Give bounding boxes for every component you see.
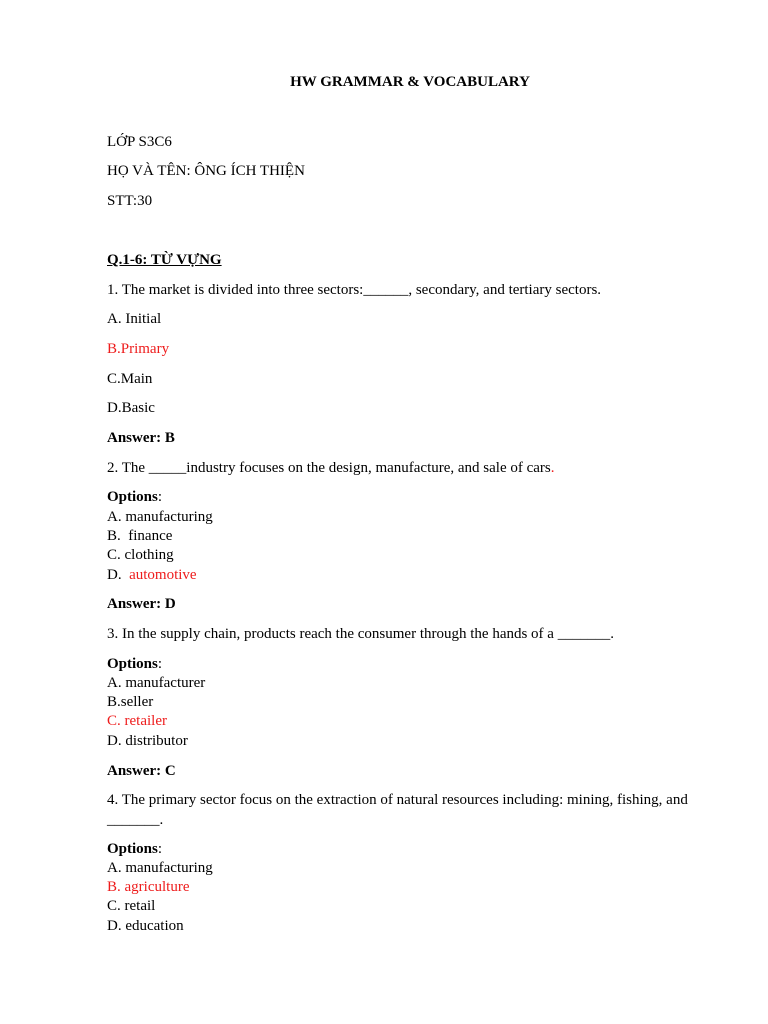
student-name: HỌ VÀ TÊN: ÔNG ÍCH THIỆN [107, 163, 305, 179]
question-2-text: 2. The _____industry focuses on the design, manufacture, and sale of cars [107, 460, 551, 476]
q2-option-d-prefix: D. [107, 567, 130, 583]
q1-answer: Answer: B [107, 430, 175, 446]
q1-option-b: B.Primary [107, 341, 170, 357]
q1-option-a: A. Initial [107, 311, 162, 327]
q2-option-a: A. manufacturing [107, 509, 213, 525]
q2-options-label [107, 488, 162, 506]
q3-option-a: A. manufacturer [107, 675, 206, 691]
section-heading: Q.1-6: TỪ VỰNG [107, 252, 222, 268]
options-colon: : [157, 489, 163, 505]
question-4-line-2: _______. [107, 812, 164, 828]
q4-options-label [107, 840, 162, 858]
q2-option-d-text: automotive [129, 567, 197, 583]
q1-option-d: D.Basic [107, 400, 155, 416]
q4-option-a: A. manufacturing [107, 860, 213, 876]
class-label: LỚP S3C6 [107, 134, 172, 150]
q3-option-d: D. distributor [107, 733, 188, 749]
question-1: 1. The market is divided into three sectors:______, secondary, and tertiary sectors. [107, 282, 602, 298]
q2-option-c: C. clothing [107, 547, 174, 563]
options-label: Options [107, 656, 158, 672]
q3-options-label [107, 655, 162, 673]
q2-option-d [107, 566, 197, 584]
options-label: Options [107, 489, 158, 505]
q3-option-c: C. retailer [107, 713, 167, 729]
options-colon: : [157, 656, 163, 672]
question-2-period: . [550, 460, 555, 476]
q4-option-d: D. education [107, 918, 184, 934]
q3-option-b: B.seller [107, 694, 154, 710]
options-label: Options [107, 841, 158, 857]
student-number: STT:30 [107, 193, 153, 209]
q2-option-b-text: B. finance [107, 528, 173, 544]
q2-option-b [107, 527, 172, 545]
q2-answer: Answer: D [107, 596, 176, 612]
question-2 [107, 459, 555, 477]
document-title: HW GRAMMAR & VOCABULARY [290, 74, 530, 90]
q4-option-c: C. retail [107, 898, 156, 914]
q3-answer: Answer: C [107, 763, 176, 779]
options-colon: : [157, 841, 163, 857]
question-3: 3. In the supply chain, products reach the consumer through the hands of a _______. [107, 626, 614, 642]
q1-option-c: C.Main [107, 371, 153, 387]
q4-option-b: B. agriculture [107, 879, 190, 895]
question-4-line-1: 4. The primary sector focus on the extraction of natural resources including: mining, fishing, and [107, 792, 688, 808]
